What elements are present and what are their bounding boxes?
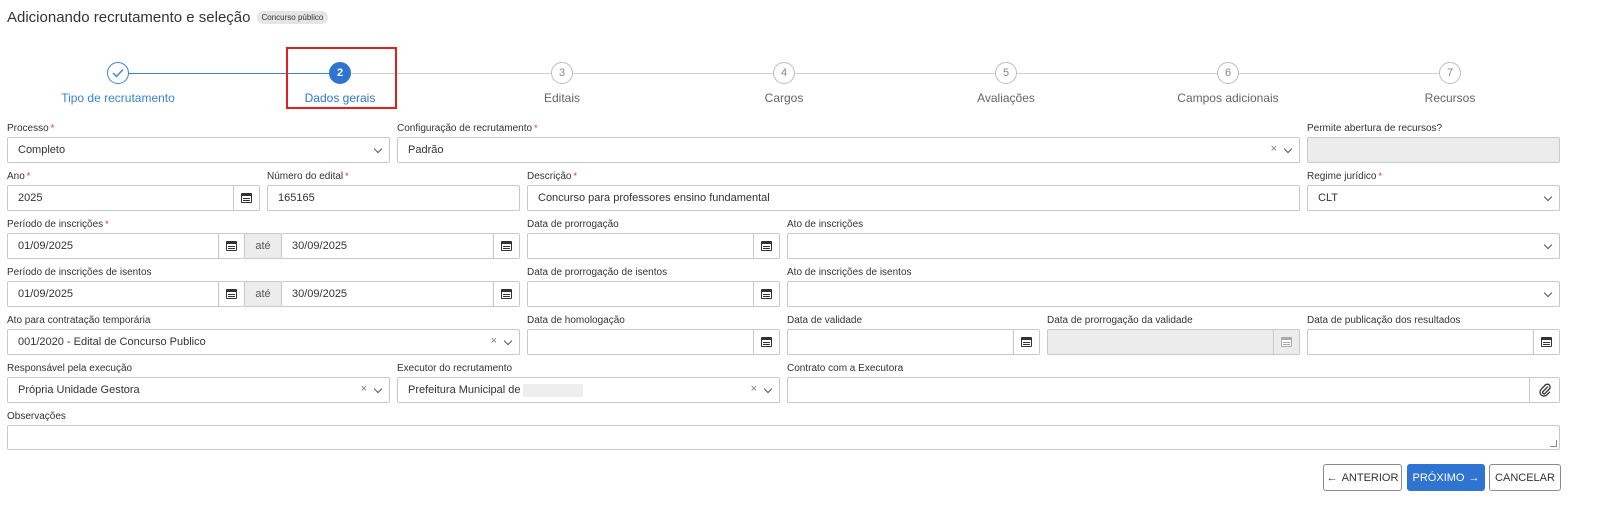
processo-select[interactable]: Completo bbox=[7, 137, 390, 163]
step-number: 7 bbox=[1439, 62, 1461, 84]
calendar-icon bbox=[241, 193, 252, 203]
ato-temporaria-select[interactable]: 001/2020 - Edital de Concurso Publico × bbox=[7, 329, 520, 355]
calendar-icon bbox=[226, 289, 237, 299]
step-tipo-recrutamento[interactable] bbox=[18, 60, 218, 105]
step-avaliacoes[interactable] bbox=[906, 60, 1106, 105]
step-campos-adicionais[interactable] bbox=[1128, 60, 1328, 105]
regime-select[interactable]: CLT bbox=[1307, 185, 1560, 211]
page-title: Adicionando recrutamento e seleção bbox=[7, 9, 251, 26]
type-badge: Concurso público bbox=[257, 11, 329, 24]
data-prorrogacao-isentos-input[interactable] bbox=[527, 281, 780, 307]
executor-select[interactable]: Prefeitura Municipal de × bbox=[397, 377, 780, 403]
data-publicacao-input[interactable] bbox=[1307, 329, 1560, 355]
ano-input[interactable]: 2025 bbox=[7, 185, 260, 211]
data-validade-input[interactable] bbox=[787, 329, 1040, 355]
step-cargos[interactable] bbox=[684, 60, 884, 105]
permite-recursos-field bbox=[1307, 137, 1560, 163]
data-homologacao-label: Data de homologação bbox=[527, 315, 625, 326]
calendar-button bbox=[1273, 330, 1299, 354]
calendar-icon bbox=[1541, 337, 1552, 347]
calendar-button[interactable] bbox=[1533, 330, 1559, 354]
periodo-isentos-label: Período de inscrições de isentos bbox=[7, 267, 152, 278]
page-header bbox=[7, 9, 328, 26]
ato-isentos-select[interactable] bbox=[787, 281, 1560, 307]
step-label: Tipo de recrutamento bbox=[61, 91, 175, 105]
calendar-icon bbox=[761, 241, 772, 251]
clear-icon[interactable]: × bbox=[490, 335, 497, 347]
calendar-button[interactable] bbox=[233, 186, 259, 210]
periodo-inscricoes-start-input[interactable]: 01/09/2025 bbox=[7, 233, 245, 259]
calendar-icon bbox=[501, 289, 512, 299]
calendar-button[interactable] bbox=[1013, 330, 1039, 354]
step-label: Recursos bbox=[1424, 91, 1476, 105]
wizard-stepper bbox=[0, 60, 1600, 110]
arrow-right-icon: → bbox=[1468, 471, 1480, 484]
data-prorrogacao-validade-input bbox=[1047, 329, 1300, 355]
step-editais[interactable] bbox=[462, 60, 662, 105]
calendar-icon bbox=[226, 241, 237, 251]
configuracao-label: Configuração de recrutamento * bbox=[397, 123, 538, 134]
calendar-icon bbox=[761, 337, 772, 347]
step-label: Campos adicionais bbox=[1177, 91, 1279, 105]
ato-inscricoes-select[interactable] bbox=[787, 233, 1560, 259]
contrato-label: Contrato com a Executora bbox=[787, 363, 904, 374]
range-separator: até bbox=[245, 281, 281, 307]
calendar-button[interactable] bbox=[753, 234, 779, 258]
ato-isentos-label: Ato de inscrições de isentos bbox=[787, 267, 912, 278]
permite-recursos-label: Permite abertura de recursos? bbox=[1307, 123, 1443, 134]
cancelar-button[interactable]: CANCELAR bbox=[1489, 464, 1561, 491]
calendar-button[interactable] bbox=[218, 282, 244, 306]
paperclip-icon bbox=[1539, 383, 1551, 397]
regime-label: Regime jurídico * bbox=[1307, 171, 1382, 182]
configuracao-select[interactable]: Padrão × bbox=[397, 137, 1300, 163]
step-number: 4 bbox=[773, 62, 795, 84]
attach-button[interactable] bbox=[1529, 378, 1559, 402]
check-icon bbox=[107, 62, 129, 84]
data-homologacao-input[interactable] bbox=[527, 329, 780, 355]
step-number: 5 bbox=[995, 62, 1017, 84]
step-label: Avaliações bbox=[977, 91, 1035, 105]
data-prorrogacao-label: Data de prorrogação bbox=[527, 219, 619, 230]
responsavel-select[interactable]: Própria Unidade Gestora × bbox=[7, 377, 390, 403]
calendar-button[interactable] bbox=[493, 234, 519, 258]
numero-edital-input[interactable]: 165165 bbox=[267, 185, 520, 211]
chevron-down-icon bbox=[1544, 241, 1552, 249]
step-label: Dados gerais bbox=[304, 91, 376, 105]
data-publicacao-label: Data de publicação dos resultados bbox=[1307, 315, 1461, 326]
observacoes-label: Observações bbox=[7, 411, 66, 422]
anterior-button[interactable]: ← ANTERIOR bbox=[1323, 464, 1402, 491]
descricao-input[interactable]: Concurso para professores ensino fundamental bbox=[527, 185, 1300, 211]
periodo-inscricoes-label: Período de inscrições * bbox=[7, 219, 109, 230]
step-recursos[interactable] bbox=[1350, 60, 1550, 105]
descricao-label: Descrição * bbox=[527, 171, 577, 182]
executor-label: Executor do recrutamento bbox=[397, 363, 513, 374]
step-dados-gerais[interactable] bbox=[240, 60, 440, 105]
proximo-button[interactable]: PRÓXIMO → bbox=[1407, 464, 1485, 491]
data-prorrogacao-validade-label: Data de prorrogação da validade bbox=[1047, 315, 1193, 326]
step-label: Cargos bbox=[764, 91, 804, 105]
step-number: 3 bbox=[551, 62, 573, 84]
resize-handle[interactable] bbox=[1550, 440, 1557, 447]
clear-icon[interactable]: × bbox=[1270, 143, 1277, 155]
calendar-button[interactable] bbox=[493, 282, 519, 306]
ano-label: Ano * bbox=[7, 171, 31, 182]
step-number: 2 bbox=[329, 62, 351, 84]
periodo-isentos-end-input[interactable]: 30/09/2025 bbox=[281, 281, 520, 307]
chevron-down-icon bbox=[764, 385, 772, 393]
clear-icon[interactable]: × bbox=[360, 383, 367, 395]
clear-icon[interactable]: × bbox=[750, 383, 757, 395]
data-validade-label: Data de validade bbox=[787, 315, 863, 326]
calendar-button[interactable] bbox=[753, 330, 779, 354]
numero-edital-label: Número do edital * bbox=[267, 171, 349, 182]
chevron-down-icon bbox=[1544, 289, 1552, 297]
data-prorrogacao-isentos-label: Data de prorrogação de isentos bbox=[527, 267, 668, 278]
range-separator: até bbox=[245, 233, 281, 259]
calendar-icon bbox=[1021, 337, 1032, 347]
calendar-button[interactable] bbox=[753, 282, 779, 306]
redacted-area bbox=[523, 384, 583, 397]
contrato-input[interactable] bbox=[787, 377, 1560, 403]
observacoes-textarea[interactable] bbox=[7, 425, 1560, 450]
calendar-button[interactable] bbox=[218, 234, 244, 258]
calendar-icon bbox=[761, 289, 772, 299]
responsavel-label: Responsável pela execução bbox=[7, 363, 133, 374]
calendar-icon bbox=[501, 241, 512, 251]
ato-inscricoes-label: Ato de inscrições bbox=[787, 219, 864, 230]
data-prorrogacao-input[interactable] bbox=[527, 233, 780, 259]
ato-temporaria-label: Ato para contratação temporária bbox=[7, 315, 151, 326]
calendar-icon bbox=[1281, 337, 1292, 347]
arrow-left-icon: ← bbox=[1326, 471, 1338, 484]
periodo-inscricoes-end-input[interactable]: 30/09/2025 bbox=[281, 233, 520, 259]
step-number: 6 bbox=[1217, 62, 1239, 84]
processo-label: Processo * bbox=[7, 123, 55, 134]
periodo-isentos-start-input[interactable]: 01/09/2025 bbox=[7, 281, 245, 307]
step-label: Editais bbox=[543, 91, 581, 105]
